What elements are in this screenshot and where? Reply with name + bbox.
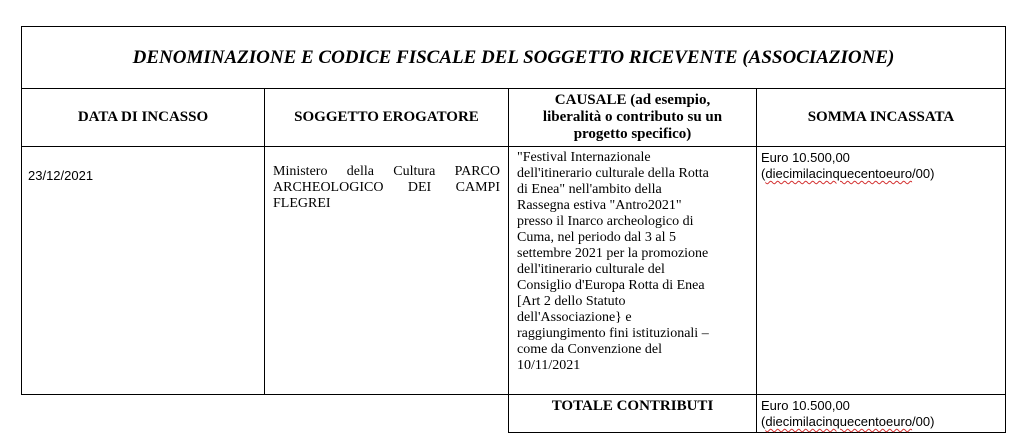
header-date	[22, 89, 264, 146]
amount-in-words	[761, 166, 1001, 182]
cause-line: Cuma, nel periodo dal 3 al 5	[517, 230, 677, 245]
title-text: DENOMINAZIONE E CODICE FISCALE DEL SOGGETTO RICEVENTE (ASSOCIAZIONE)	[132, 46, 895, 68]
header-date-label: DATA DI INCASSO	[77, 109, 209, 125]
header-amount-label: SOMMA INCASSATA	[807, 109, 955, 125]
cause-line: di Enea" nell'ambito della	[517, 182, 662, 197]
header-cause	[509, 89, 756, 146]
totals-suffix: /00)	[912, 414, 935, 429]
cause-line: raggiungimento fini istituzionali –	[517, 326, 709, 341]
date-value: 23/12/2021	[28, 168, 94, 183]
header-donor-label: SOGGETTO EROGATORE	[294, 109, 479, 125]
totals-prefix: (	[761, 414, 766, 429]
donor-line: FLEGREI	[273, 196, 331, 211]
table-border-under-header	[21, 146, 1006, 147]
cause-line: settembre 2021 per la promozione	[517, 246, 709, 261]
totals-amount	[761, 398, 1001, 430]
cause-line: presso il Inarco archeologico di	[517, 214, 694, 229]
cause-line: dell'Associazione} e	[517, 310, 632, 325]
cause-line: Rassegna estiva "Antro2021"	[517, 198, 682, 213]
totals-label	[509, 395, 756, 417]
cause-line: [Art 2 dello Statuto	[517, 294, 626, 309]
amount-figure: Euro 10.500,00	[761, 150, 850, 165]
cause-line: come da Convenzione del	[517, 342, 663, 357]
cause-line: Consiglio d'Europa Rotta di Enea	[517, 278, 705, 293]
cause-line: "Festival Internazionale	[517, 150, 651, 165]
cause-line: 10/11/2021	[517, 358, 581, 373]
cause-line: dell'itinerario culturale della Rotta	[517, 166, 709, 181]
table-border-bottom-totals	[508, 432, 1006, 433]
document-title	[22, 27, 1005, 88]
row-date	[28, 168, 258, 184]
row-cause	[517, 150, 753, 374]
totals-label-text: TOTALE CONTRIBUTI	[551, 397, 714, 414]
header-donor	[265, 89, 508, 146]
totals-figure: Euro 10.500,00	[761, 398, 850, 413]
row-donor	[273, 164, 500, 212]
row-amount	[761, 150, 1001, 182]
header-amount	[757, 89, 1005, 146]
totals-in-words	[761, 414, 1001, 430]
amount-prefix: (	[761, 166, 766, 181]
cause-line: dell'itinerario culturale del	[517, 262, 665, 277]
amount-suffix: /00)	[912, 166, 935, 181]
amount-word: diecimilacinquecentoeuro	[765, 166, 913, 181]
table-border-right	[1005, 26, 1006, 433]
totals-word: diecimilacinquecentoeuro	[765, 414, 913, 429]
header-cause-label: CAUSALE (ad esempio, liberalità o contributo su un progetto specifico)	[542, 92, 723, 142]
donor-line: ARCHEOLOGICO DEI CAMPI	[273, 180, 500, 195]
donor-line: Ministero della Cultura PARCO	[273, 164, 500, 179]
